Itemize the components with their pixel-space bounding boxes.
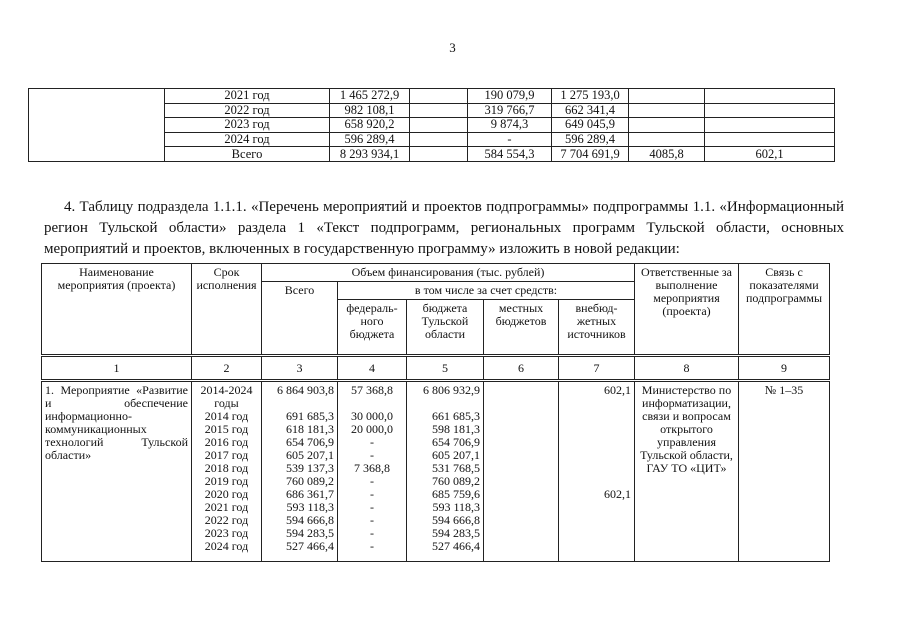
event-federal-year: -: [370, 500, 374, 514]
event-year: 2019 год: [204, 474, 249, 488]
header-link: Связь с показателями подпрограммы: [739, 264, 830, 356]
header-total: Всего: [262, 282, 338, 356]
col-number: 5: [407, 356, 484, 381]
financing-summary-table: [28, 88, 835, 162]
summary-federal: [410, 103, 468, 118]
event-regional-year: 760 089,2: [432, 474, 480, 488]
summary-extra: 4085,8: [629, 147, 705, 162]
event-year: 2023 год: [204, 526, 249, 540]
summary-other: [705, 103, 835, 118]
col-number: 7: [559, 356, 635, 381]
event-name: 1. Мероприятие «Развитие и обеспечение информационно-коммуникационных технологий Тульской области»: [42, 381, 192, 562]
summary-blank-cell: [29, 89, 165, 162]
event-regional-year: 527 466,4: [432, 539, 480, 553]
event-total-year: 760 089,2: [286, 474, 334, 488]
event-extra-all: 602,1: [604, 383, 631, 397]
col-number: 1: [42, 356, 192, 381]
summary-local: 596 289,4: [552, 132, 629, 147]
summary-extra: [629, 118, 705, 133]
summary-local: 662 341,4: [552, 103, 629, 118]
summary-regional: -: [468, 132, 552, 147]
summary-federal: [410, 89, 468, 104]
event-total-year: 594 283,5: [286, 526, 334, 540]
event-federal-year: -: [370, 526, 374, 540]
event-year: 2021 год: [204, 500, 249, 514]
event-year: 2020 год: [204, 487, 249, 501]
event-regional-year: 593 118,3: [432, 500, 480, 514]
event-year: 2014 год: [204, 409, 249, 423]
summary-regional: 584 554,3: [468, 147, 552, 162]
header-extra: внебюд-жетных источников: [559, 300, 635, 356]
col-number: 4: [338, 356, 407, 381]
amendment-paragraph: 4. Таблицу подраздела 1.1.1. «Перечень мероприятий и проектов подпрограммы» подпрограммы 1.1. «Информационный регион Тульской области» раздела 1 «Текст подпрограмм, региональных программ Тульской области, основных мероприятий и проектов, включенных в государственную программу» изложить в новой редакции:: [44, 199, 844, 257]
header-term: Срок исполнения: [192, 264, 262, 356]
event-federal-year: -: [370, 539, 374, 553]
event-federal-year: -: [370, 448, 374, 462]
header-funding: Объем финансирования (тыс. рублей): [262, 264, 635, 282]
col-number: 9: [739, 356, 830, 381]
summary-other: [705, 132, 835, 147]
summary-regional: 9 874,3: [468, 118, 552, 133]
event-regional-year: 661 685,3: [432, 409, 480, 423]
col-number: 3: [262, 356, 338, 381]
summary-other: [705, 118, 835, 133]
event-regional-cell: [407, 381, 484, 562]
event-federal-year: -: [370, 487, 374, 501]
event-federal-cell: [338, 381, 407, 562]
event-year: 2016 год: [204, 435, 249, 449]
summary-row: [29, 89, 835, 104]
summary-local: 7 704 691,9: [552, 147, 629, 162]
header-federal: федераль-ного бюджета: [338, 300, 407, 356]
event-regional-year: 594 283,5: [432, 526, 480, 540]
event-regional-year: 598 181,3: [432, 422, 480, 436]
header-responsible: Ответственные за выполнение мероприятия (проекта): [635, 264, 739, 356]
summary-local: 1 275 193,0: [552, 89, 629, 104]
event-total-year: 539 137,3: [286, 461, 334, 475]
summary-year: 2022 год: [165, 103, 330, 118]
event-extra-2020: 602,1: [604, 487, 631, 501]
header-local: местных бюджетов: [484, 300, 559, 356]
summary-federal: [410, 118, 468, 133]
column-numbers-row: [42, 356, 830, 381]
summary-year: 2024 год: [165, 132, 330, 147]
event-row: [42, 381, 830, 562]
summary-regional: 319 766,7: [468, 103, 552, 118]
event-extra-cell: [559, 381, 635, 562]
event-total-year: 618 181,3: [286, 422, 334, 436]
event-total-cell: [262, 381, 338, 562]
event-federal-year: -: [370, 435, 374, 449]
event-federal-year: 7 368,8: [354, 461, 390, 475]
event-total-year: 686 361,7: [286, 487, 334, 501]
event-total-year: 605 207,1: [286, 448, 334, 462]
summary-other: 602,1: [705, 147, 835, 162]
summary-regional: 190 079,9: [468, 89, 552, 104]
event-total-year: 691 685,3: [286, 409, 334, 423]
event-regional-all: 6 806 932,9: [423, 383, 480, 397]
event-responsible: Министерство по информатизации, связи и вопросам открытого управления Тульской области, ГАУ ТО «ЦИТ»: [635, 381, 739, 562]
summary-total: 596 289,4: [330, 132, 410, 147]
summary-year: Всего: [165, 147, 330, 162]
event-federal-all: 57 368,8: [351, 383, 393, 397]
summary-total: 8 293 934,1: [330, 147, 410, 162]
event-total-year: 654 706,9: [286, 435, 334, 449]
summary-federal: [410, 132, 468, 147]
event-regional-year: 605 207,1: [432, 448, 480, 462]
summary-extra: [629, 132, 705, 147]
header-name: Наименование мероприятия (проекта): [42, 264, 192, 356]
header-including: в том числе за счет средств:: [338, 282, 635, 300]
summary-total: 982 108,1: [330, 103, 410, 118]
event-regional-year: 654 706,9: [432, 435, 480, 449]
events-table: [41, 263, 830, 562]
event-regional-year: 685 759,6: [432, 487, 480, 501]
col-number: 8: [635, 356, 739, 381]
event-link: № 1–35: [739, 381, 830, 562]
summary-federal: [410, 147, 468, 162]
summary-year: 2023 год: [165, 118, 330, 133]
event-period-cell: [192, 381, 262, 562]
event-total-year: 593 118,3: [286, 500, 334, 514]
summary-extra: [629, 103, 705, 118]
event-year: 2024 год: [204, 539, 249, 553]
event-year: 2022 год: [204, 513, 249, 527]
summary-total: 658 920,2: [330, 118, 410, 133]
event-local-cell: [484, 381, 559, 562]
col-number: 2: [192, 356, 262, 381]
summary-local: 649 045,9: [552, 118, 629, 133]
event-federal-year: 30 000,0: [351, 409, 393, 423]
col-number: 6: [484, 356, 559, 381]
event-federal-year: 20 000,0: [351, 422, 393, 436]
event-year: 2017 год: [204, 448, 249, 462]
event-total-all: 6 864 903,8: [277, 383, 334, 397]
summary-other: [705, 89, 835, 104]
page-number: 3: [449, 40, 456, 55]
event-federal-year: -: [370, 474, 374, 488]
event-total-year: 527 466,4: [286, 539, 334, 553]
header-regional: бюджета Тульской области: [407, 300, 484, 356]
event-year: 2015 год: [204, 422, 249, 436]
header-row-1: [42, 264, 830, 282]
summary-total: 1 465 272,9: [330, 89, 410, 104]
summary-extra: [629, 89, 705, 104]
summary-year: 2021 год: [165, 89, 330, 104]
event-total-year: 594 666,8: [286, 513, 334, 527]
event-regional-year: 531 768,5: [432, 461, 480, 475]
event-federal-year: -: [370, 513, 374, 527]
event-regional-year: 594 666,8: [432, 513, 480, 527]
event-period: 2014-2024 годы: [200, 383, 253, 410]
event-year: 2018 год: [204, 461, 249, 475]
